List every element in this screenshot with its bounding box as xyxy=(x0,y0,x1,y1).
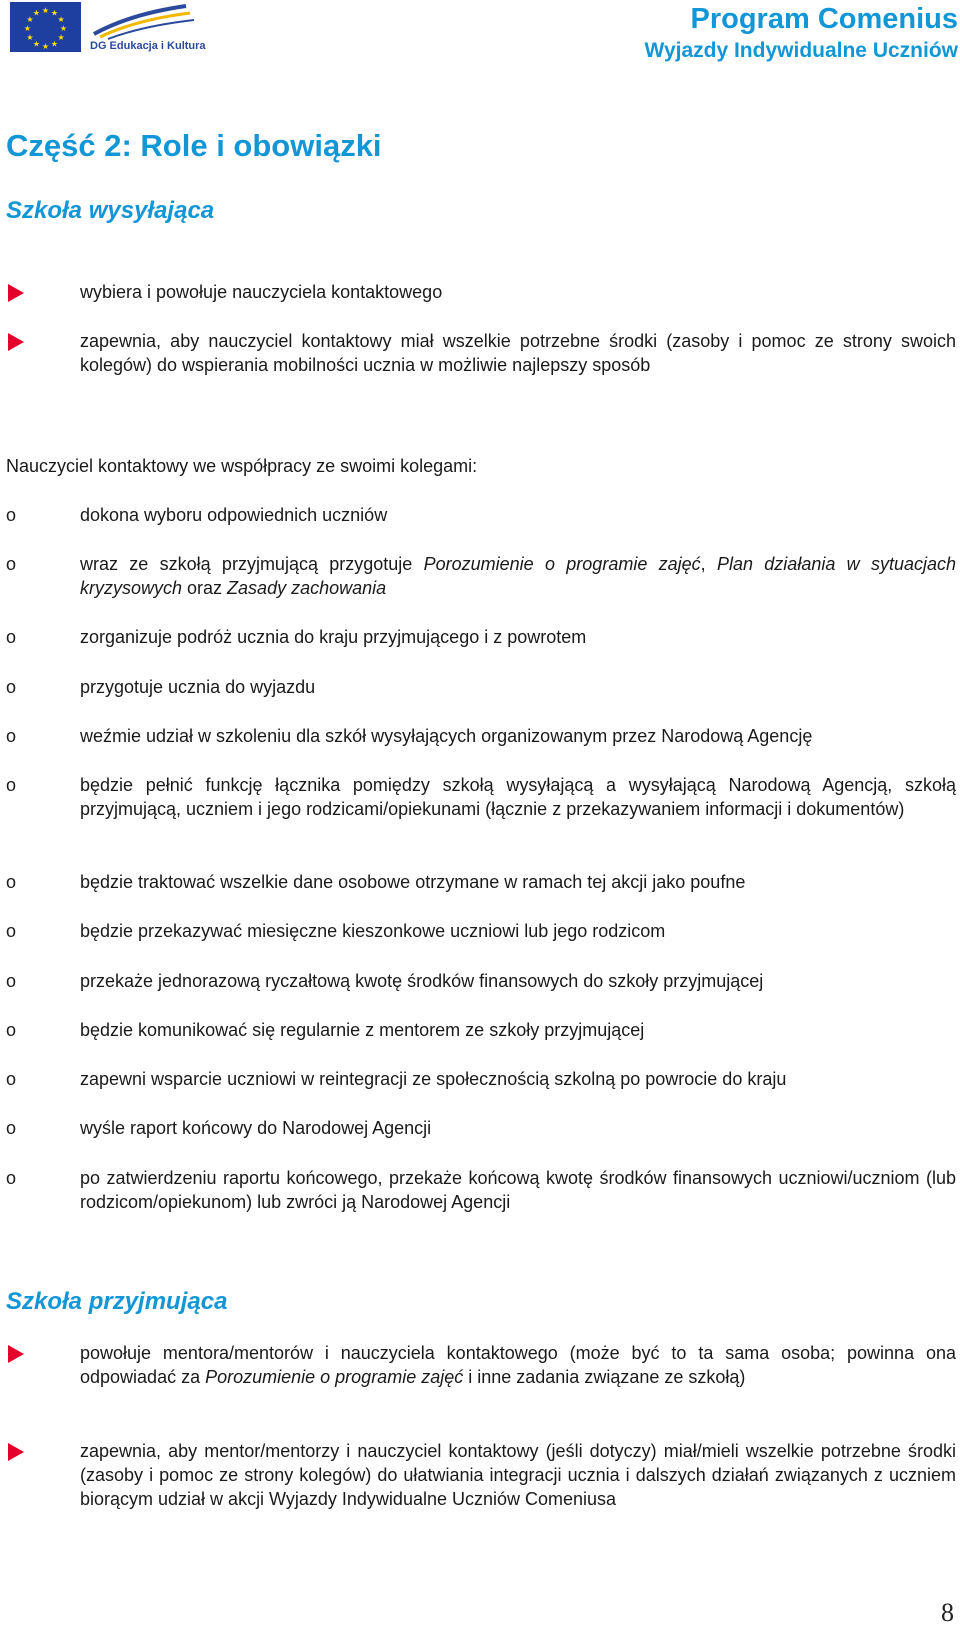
list-item-text: wybiera i powołuje nauczyciela kontaktowego xyxy=(80,282,443,302)
list-item-text: wyśle raport końcowy do Narodowej Agencji xyxy=(80,1118,432,1138)
list-item-text: po zatwierdzeniu raportu końcowego, przekaże końcową kwotę środków finansowych uczniowi/uczniom (lub rodzicom/opiekunom) lub zwróci ją Narodowej Agencji xyxy=(80,1168,956,1212)
arrow-bullet-icon xyxy=(8,1345,24,1363)
section-title-receiving-school: Szkoła przyjmująca xyxy=(6,1288,228,1315)
svg-text:★: ★ xyxy=(50,39,59,49)
program-subtitle: Wyjazdy Indywidualne Uczniów xyxy=(644,39,958,62)
circle-bullet-icon: o xyxy=(6,971,17,991)
arrow-bullet-icon xyxy=(8,284,24,302)
circle-bullet-icon: o xyxy=(6,872,17,892)
list-item-text: weźmie udział w szkoleniu dla szkół wysyłających organizowanym przez Narodową Agencję xyxy=(80,726,813,746)
list-item-text: wraz ze szkołą przyjmującą przygotuje Porozumienie o programie zajęć, Plan działania w sytuacjach kryzysowych oraz Zasady zachowania xyxy=(80,554,956,598)
list-item-text: zapewnia, aby mentor/mentorzy i nauczyciel kontaktowy (jeśli dotyczy) miał/mieli wszelkie potrzebne środki (zasoby i pomoc ze strony kolegów) do ułatwiania integracji ucznia i dalszych działań związanych z uczniem biorącym udział w akcji Wyjazdy Indywidualne Uczniów Comeniusa xyxy=(80,1441,956,1509)
list-item-text: zapewnia, aby nauczyciel kontaktowy miał wszelkie potrzebne środki (zasoby i pomoc ze strony swoich kolegów) do wspierania mobilności ucznia w możliwie najlepszy sposób xyxy=(80,331,956,375)
logo-caption: DG Edukacja i Kultura xyxy=(90,40,206,52)
circle-bullet-icon: o xyxy=(6,554,17,574)
circle-bullet-icon: o xyxy=(6,726,17,746)
list-item-text: zapewni wsparcie uczniowi w reintegracji ze społecznością szkolną po powrocie do kraju xyxy=(80,1069,787,1089)
svg-text:★: ★ xyxy=(50,8,59,18)
list-item-text: zorganizuje podróż ucznia do kraju przyjmującego i z powrotem xyxy=(80,627,587,647)
circle-bullet-icon: o xyxy=(6,775,17,795)
circle-bullet-icon: o xyxy=(6,505,17,525)
list-item-text: będzie traktować wszelkie dane osobowe otrzymane w ramach tej akcji jako poufne xyxy=(80,872,746,892)
svg-text:★: ★ xyxy=(57,15,65,24)
svg-text:★: ★ xyxy=(59,24,68,33)
svg-text:★: ★ xyxy=(41,42,50,51)
intro-text: Nauczyciel kontaktowy we współpracy ze swoimi kolegami: xyxy=(6,456,478,476)
swoosh-logo-icon xyxy=(90,4,198,40)
arrow-bullet-icon xyxy=(8,333,24,351)
list-item-text: będzie komunikować się regularnie z mentorem ze szkoły przyjmującej xyxy=(80,1020,645,1040)
part-title: Część 2: Role i obowiązki xyxy=(6,128,382,163)
list-item-text: przekaże jednorazową ryczałtową kwotę środków finansowych do szkoły przyjmującej xyxy=(80,971,764,991)
circle-bullet-icon: o xyxy=(6,1168,17,1188)
eu-flag-logo xyxy=(10,2,81,52)
svg-text:★: ★ xyxy=(26,15,34,24)
circle-bullet-icon: o xyxy=(6,1118,17,1138)
list-item-text: będzie przekazywać miesięczne kieszonkowe uczniowi lub jego rodzicom xyxy=(80,921,666,941)
list-item-text: dokona wyboru odpowiednich uczniów xyxy=(80,505,388,525)
svg-text:★: ★ xyxy=(26,33,34,42)
page-header xyxy=(0,0,960,60)
page-number: 8 xyxy=(941,1598,954,1627)
circle-bullet-icon: o xyxy=(6,1069,17,1089)
list-item-text: przygotuje ucznia do wyjazdu xyxy=(80,677,316,697)
svg-text:★: ★ xyxy=(32,8,41,18)
svg-text:★: ★ xyxy=(32,39,41,49)
dg-education-logo xyxy=(90,4,206,56)
circle-bullet-icon: o xyxy=(6,677,17,697)
circle-bullet-icon: o xyxy=(6,1020,17,1040)
circle-bullet-icon: o xyxy=(6,627,17,647)
circle-bullet-icon: o xyxy=(6,921,17,941)
program-title: Program Comenius xyxy=(690,3,958,35)
list-item-text: będzie pełnić funkcję łącznika pomiędzy szkołą wysyłającą a wysyłającą Narodową Agencją, szkołą przyjmującą, uczniem i jego rodzicami/opiekunami (łącznie z przekazywaniem informacji i dokumentów) xyxy=(80,775,956,819)
svg-text:★: ★ xyxy=(23,24,32,33)
svg-text:★: ★ xyxy=(41,6,50,15)
svg-text:★: ★ xyxy=(57,33,65,42)
list-item-text: powołuje mentora/mentorów i nauczyciela kontaktowego (może być to ta sama osoba; powinna ona odpowiadać za Porozumienie o programie zajęć i inne zadania związane ze szkołą) xyxy=(80,1343,956,1387)
arrow-bullet-icon xyxy=(8,1443,24,1461)
section-title-sending-school: Szkoła wysyłająca xyxy=(6,197,215,224)
